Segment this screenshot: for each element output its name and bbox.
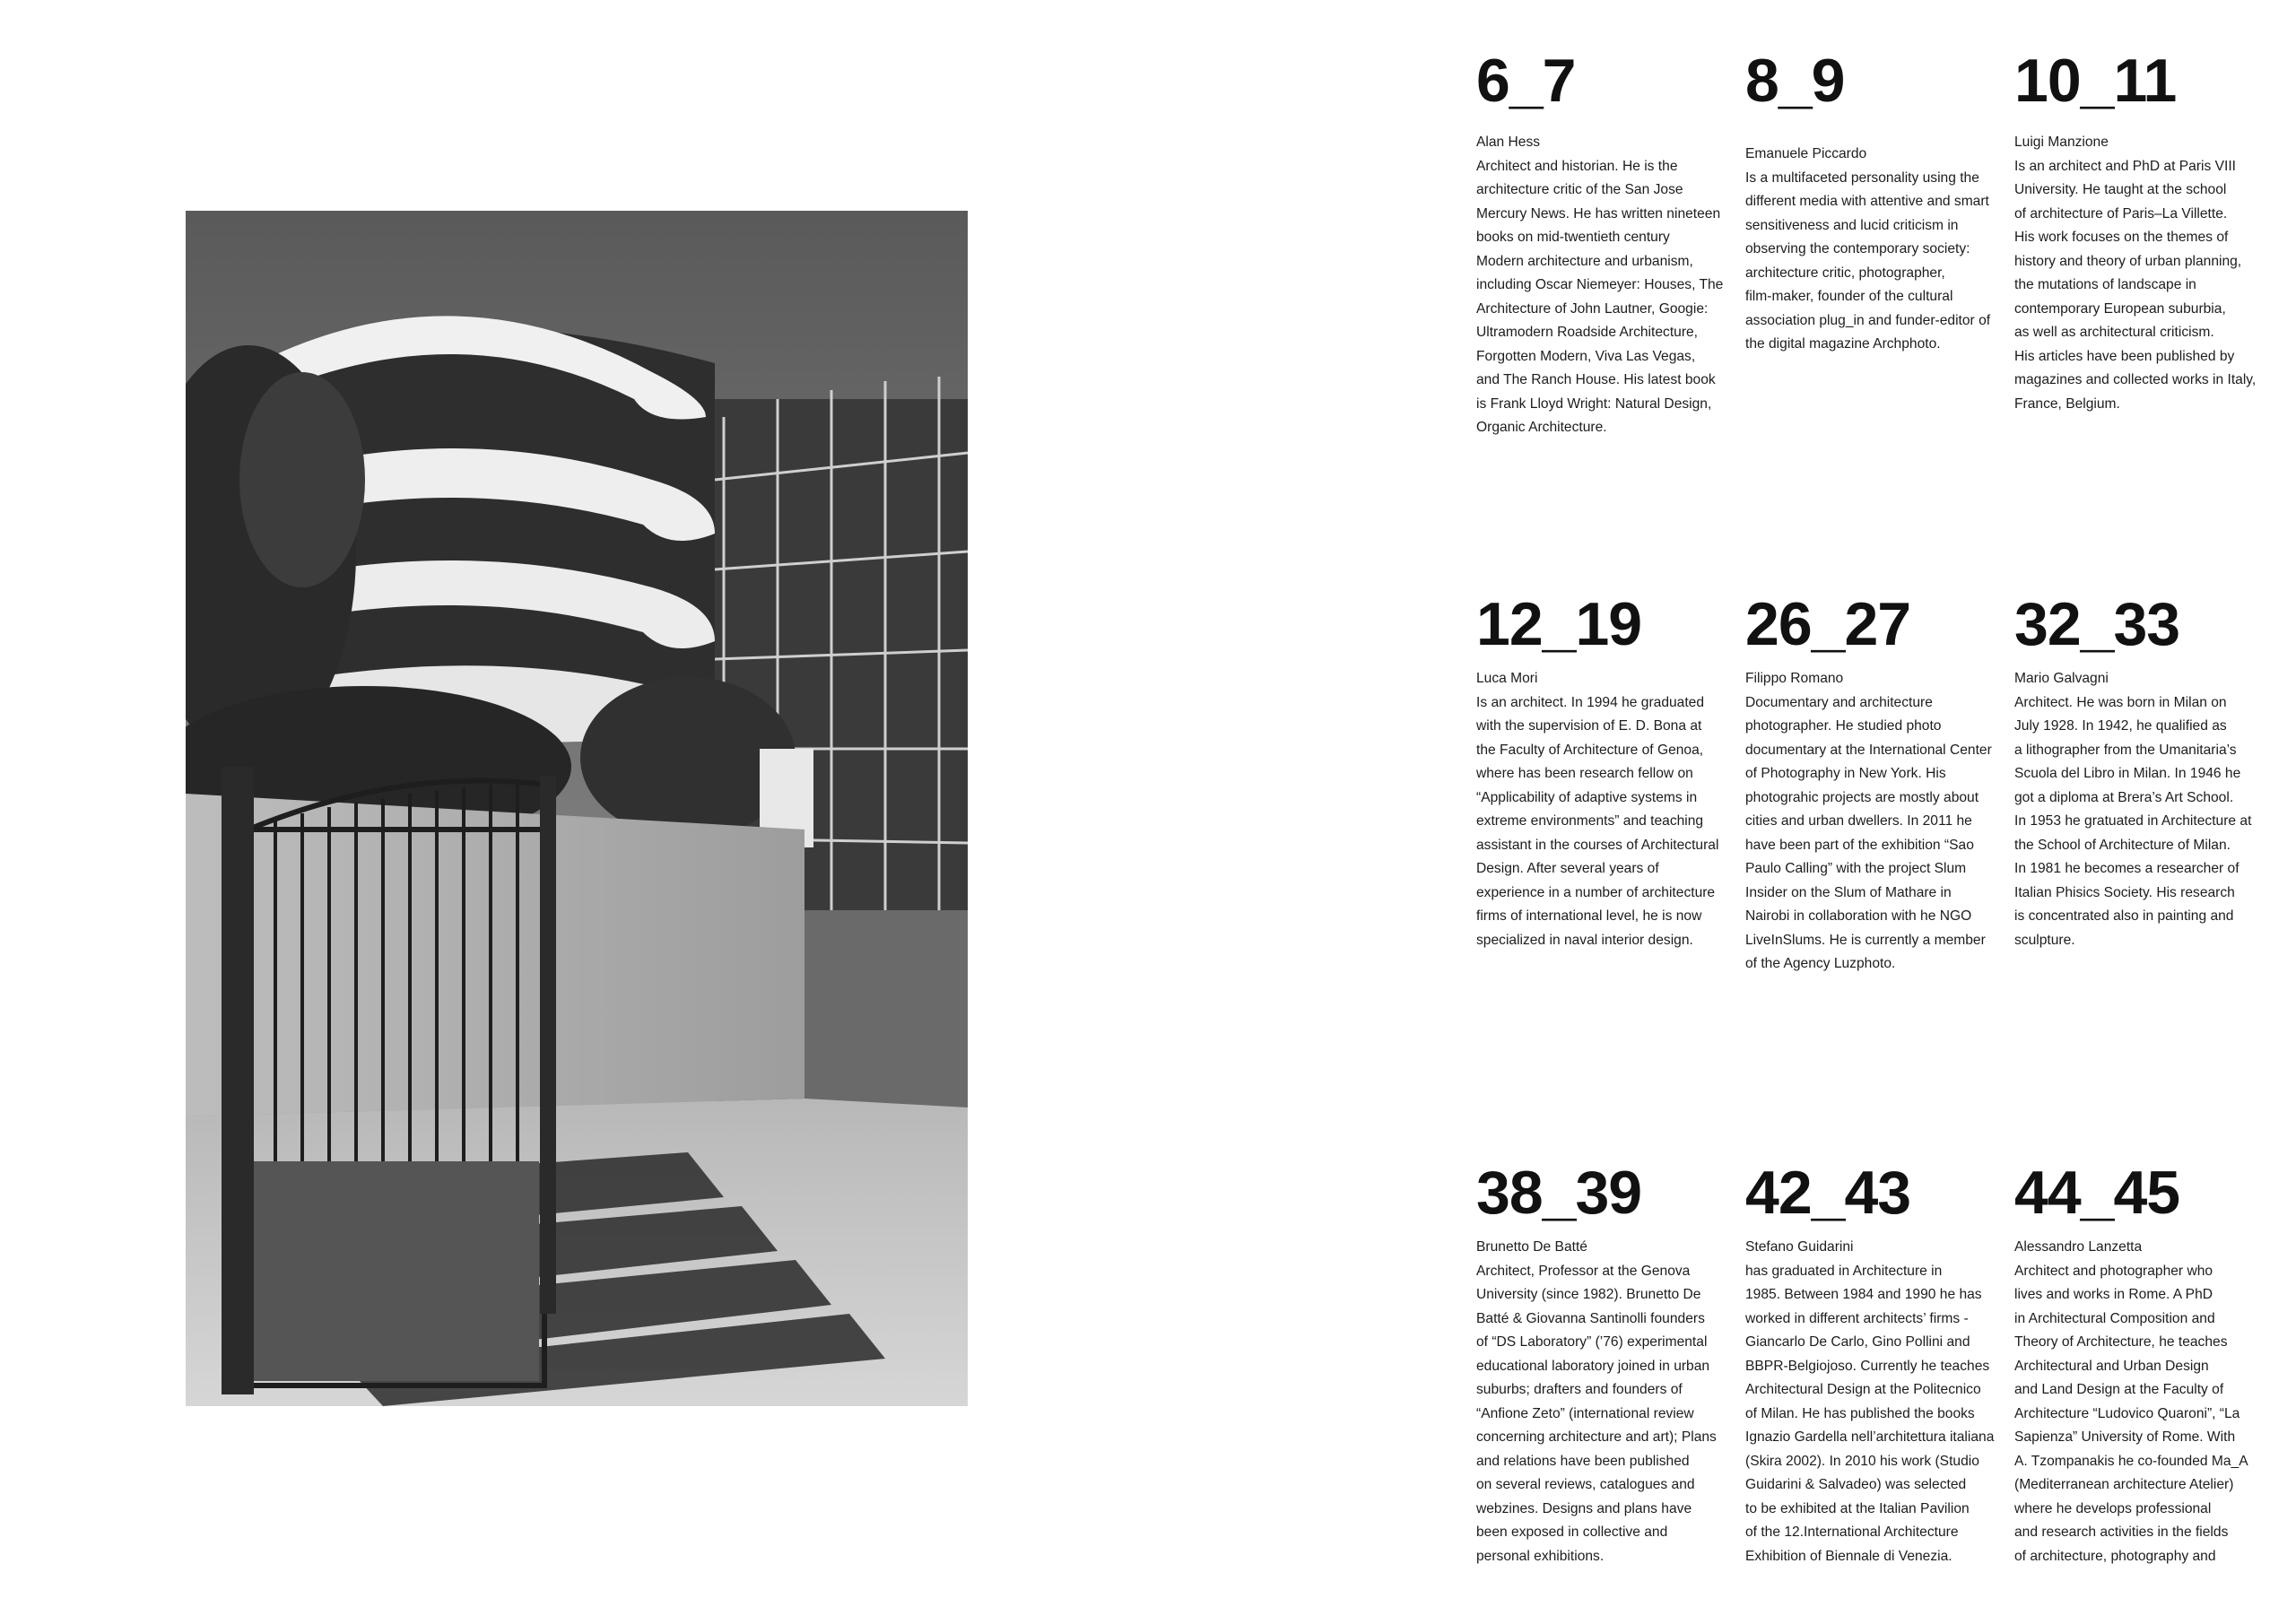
contributor-bio: Architect and photographer who lives and works in Rome. A PhD in Architectural Composition and Theory of Architecture, he teaches Architectural and Urban Design and Land Design at the Faculty of Architecture “Ludovico Quaroni”, “La Sapienza” University of Rome. With A. Tzompanakis he co-founded Ma_A (Mediterranean architecture Atelier) where he develops professional and research activities in the fields of architecture, photography and [2014, 1263, 2248, 1564]
contributor-entry [1476, 47, 1745, 440]
page-range: 32_33 [2014, 590, 2180, 658]
contributor-name: Luigi Manzione [2014, 135, 2109, 150]
contributor-bio: has graduated in Architecture in 1985. Between 1984 and 1990 he has worked in different architects’ firms - Giancarlo De Carlo, Gino Pollini and BBPR-Belgiojoso. Currently he teaches Architectural Design at the Politecnico of Milan. He has published the books Ignazio Gardella nell’architettura italiana (Skira 2002). In 2010 his work (Studio Guidarini & Salvadeo) was selected to be exhibited at the Italian Pavilion of the 12.International Architecture Exhibition of Biennale di Venezia. [1745, 1263, 1995, 1564]
contributor-entry [2014, 590, 2283, 952]
contributor-entry [1476, 590, 1745, 952]
contributor-bio: Architect, Professor at the Genova University (since 1982). Brunetto De Batté & Giovanna Santinolli founders of “DS Laboratory” (’76) experimental educational laboratory joined in urban suburbs; drafters and founders of “Anfione Zeto” (international review concerning architecture and art); Plans and relations have been published on several reviews, catalogues and webzines. Designs and plans have been exposed in collective and personal exhibitions. [1476, 1263, 1717, 1564]
contributor-bio: Documentary and architecture photographer. He studied photo documentary at the International Center of Photography in New York. His photograhic projects are mostly about cities and urban dwellers. In 2011 he have been part of the exhibition “Sao Paulo Calling” with the project Slum Insider on the Slum of Mathare in Nairobi in collaboration with he NGO LiveInSlums. He is currently a member of the Agency Luzphoto. [1745, 694, 1992, 971]
contributor-name: Luca Mori [1476, 671, 1538, 686]
contributor-name: Alan Hess [1476, 135, 1541, 150]
photo-illustration [186, 211, 968, 1406]
contributor-name: Emanuele Piccardo [1745, 146, 1867, 161]
contributor-entry [2014, 1159, 2283, 1568]
page-range: 8_9 [1745, 47, 1845, 115]
contributor-entry [1745, 1159, 2014, 1568]
page-range: 38_39 [1476, 1159, 1642, 1227]
contributor-bio: Is an architect and PhD at Paris VIII University. He taught at the school of architecture of Paris–La Villette. His work focuses on the themes of history and theory of urban planning, the mutations of landscape in contemporary European suburbia, as well as architectural criticism. His articles have been published by magazines and collected works in Italy, France, Belgium. [2014, 158, 2257, 412]
contributor-name: Mario Galvagni [2014, 671, 2109, 686]
page-range: 6_7 [1476, 47, 1576, 115]
page-range: 42_43 [1745, 1159, 1911, 1227]
contributor-bio: Is an architect. In 1994 he graduated with the supervision of E. D. Bona at the Faculty of Architecture of Genoa, where has been research fellow on “Applicability of adaptive systems in extreme environments” and teaching assistant in the courses of Architectural Design. After several years of experience in a number of architecture firms of international level, he is now specialized in naval interior design. [1476, 694, 1719, 948]
contributor-entry [1476, 1159, 1745, 1568]
page-range: 26_27 [1745, 590, 1911, 658]
contributor-entry [1745, 47, 2014, 357]
contributor-name: Alessandro Lanzetta [2014, 1239, 2143, 1255]
contributor-name: Stefano Guidarini [1745, 1239, 1854, 1255]
page-range: 12_19 [1476, 590, 1642, 658]
contributor-bio: Architect. He was born in Milan on July 1928. In 1942, he qualified as a lithographer from the Umanitaria’s Scuola del Libro in Milan. In 1946 he got a diploma at Brera’s Art School. In 1953 he gratuated in Architecture at the School of Architecture of Milan. In 1981 he becomes a researcher of Italian Phisics Society. His research is concentrated also in painting and sculpture. [2014, 694, 2252, 948]
architecture-photo [186, 211, 968, 1406]
contributor-bio: Architect and historian. He is the architecture critic of the San Jose Mercury News. He has written nineteen books on mid-twentieth century Modern architecture and urbanism, including Oscar Niemeyer: Houses, The Architecture of John Lautner, Googie: Ultramodern Roadside Architecture, Forgotten Modern, Viva Las Vegas, and The Ranch House. His latest book is Frank Lloyd Wright: Natural Design, Organic Architecture. [1476, 158, 1724, 435]
contributor-name: Brunetto De Batté [1476, 1239, 1587, 1255]
contributor-entry [1745, 590, 2014, 977]
contributor-bio: Is a multifaceted personality using the different media with attentive and smart sensitiveness and lucid criticism in observing the contemporary society: architecture critic, photographer, film-maker, founder of the cultural association plug_in and funder-editor of the digital magazine Archphoto. [1745, 169, 1991, 352]
page-range: 44_45 [2014, 1159, 2180, 1227]
contributor-name: Filippo Romano [1745, 671, 1844, 686]
page-range: 10_11 [2014, 47, 2177, 115]
contributor-entry [2014, 47, 2283, 416]
